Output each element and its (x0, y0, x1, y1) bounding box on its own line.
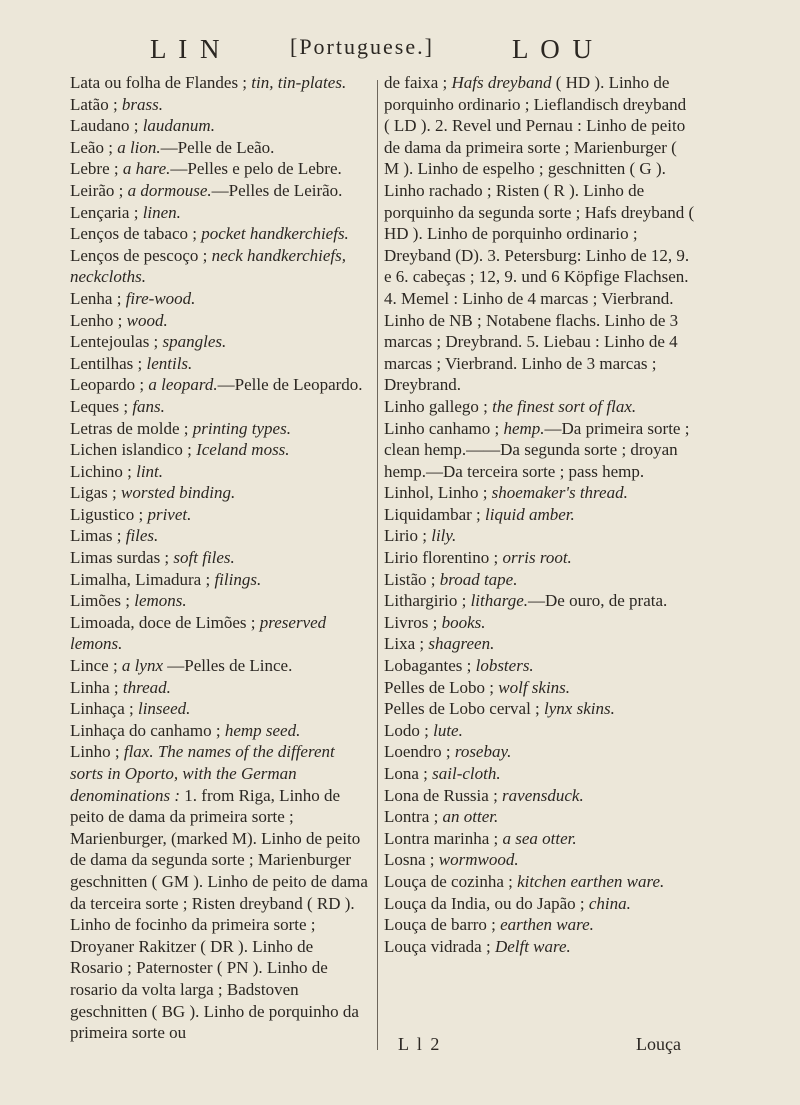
entry-translation: lily. (431, 526, 457, 546)
entry-headword: Pelles de Lobo ; (384, 677, 499, 697)
entry-translation: hemp. (503, 418, 545, 438)
entry-translation: neck handkerchiefs, neckcloths. (70, 245, 346, 287)
entry-translation: soft files. (173, 548, 235, 568)
dictionary-entry (384, 633, 696, 655)
entry-continuation: —Pelles e pelo de Lebre. (170, 159, 342, 179)
entry-headword: Lithargirio ; (384, 591, 471, 611)
dictionary-entry (70, 655, 370, 677)
entry-continuation: —De ouro, de prata. (528, 591, 668, 611)
entry-translation: lute. (433, 720, 463, 740)
entry-headword: de faixa ; (384, 73, 452, 92)
dictionary-entry (384, 504, 696, 526)
entry-translation: lynx skins. (544, 699, 615, 719)
entry-translation: broad tape. (439, 569, 518, 589)
dictionary-entry (384, 849, 696, 871)
dictionary-entry (384, 914, 696, 936)
entry-headword: Linha ; (70, 677, 123, 697)
left-column (70, 72, 370, 1044)
entry-headword: Lirio ; (384, 526, 432, 546)
dictionary-entry (70, 569, 370, 591)
entry-translation: files. (125, 526, 159, 546)
entry-headword: Laudano ; (70, 116, 143, 136)
entry-translation: linen. (142, 202, 181, 222)
entry-translation: litharge. (470, 591, 529, 611)
header-center: [Portuguese.] (290, 34, 434, 59)
dictionary-entry (70, 353, 370, 375)
dictionary-entry (384, 741, 696, 763)
entry-continuation: —Da primeira sorte ; clean hemp.——Da segunda sorte ; droyan hemp.—Da terceira sorte ; pass hemp. (384, 418, 690, 481)
dictionary-entry (384, 677, 696, 699)
entry-headword: Liquidambar ; (384, 504, 486, 524)
entry-headword: Lenços de pescoço ; (70, 245, 212, 265)
entry-translation: earthen ware. (500, 915, 594, 935)
header-right: L O U (512, 34, 595, 64)
entry-headword: Lentilhas ; (70, 353, 147, 373)
entry-continuation: 1. from Riga, Linho de peito de dama da primeira sorte ; Marienburger, (marked M). Linho de peito de dama da segunda sorte ; Marienburger geschnitten ( GM ). Linho de peito de dama da terceira sorte ; Risten dreyband ( RD ). Linho de focinho da primeira sorte ; Droyaner Rakitzer ( DR ). Linho de Rosario ; Paternoster ( PN ). Linho de rosario da volta larga ; Badstoven geschnitten ( BG ). Linho de porquinho da primeira sorte ou (70, 785, 368, 1043)
entry-headword: Leão ; (70, 137, 118, 157)
entry-continuation: ( HD ). Linho de porquinho ordinario ; Lieflandisch dreyband ( LD ). 2. Revel und Pernau : Linho de peito de dama da primeira sorte ; Marienburger ( M ). Linho de espelho ; geschnitten ( G ). Linho rachado ; Risten ( R ). Linho de porquinho da segunda sorte ; Hafs dreyband ( HD ). Linho de porquinho ordinario ; Dreyband (D). 3. Petersburg: Linho de 12, 9. e 6. cabeças ; 12, 9. und 6 Köpfige Flachsen. 4. Memel : Linho de 4 marcas ; Vierbrand. Linho de NB ; Notabene flachs. Linho de 3 marcas ; Dreybrand. 5. Liebau : Linho de 4 marcas ; Vierbrand. Linho de 3 marcas ; Dreybrand. (384, 73, 695, 395)
entry-translation: privet. (147, 504, 192, 524)
entry-headword: Leques ; (70, 396, 133, 416)
entry-translation: linseed. (137, 699, 191, 719)
entry-translation: filings. (214, 569, 262, 589)
dictionary-entry (384, 655, 696, 677)
entry-translation: books. (441, 612, 486, 632)
dictionary-entry (70, 504, 370, 526)
column-divider (377, 80, 378, 1050)
entry-headword: Ligas ; (70, 483, 121, 503)
entry-headword: Limoada, doce de Limões ; (70, 612, 260, 632)
dictionary-entry (384, 396, 696, 418)
dictionary-entry (384, 72, 696, 396)
entry-translation: thread. (122, 677, 171, 697)
dictionary-entry (70, 612, 370, 655)
dictionary-entry (384, 871, 696, 893)
entry-headword: Limas ; (70, 526, 126, 546)
dictionary-entry (70, 525, 370, 547)
right-column (384, 72, 696, 957)
dictionary-entry (70, 137, 370, 159)
entry-headword: Leirão ; (70, 180, 128, 200)
entry-headword: Louça de cozinha ; (384, 871, 518, 891)
entry-translation: an otter. (442, 807, 499, 827)
entry-headword: Lona ; (384, 764, 433, 783)
dictionary-entry (70, 331, 370, 353)
entry-translation: lemons. (134, 591, 187, 611)
entry-headword: Lince ; (70, 656, 122, 676)
entry-translation: brass. (121, 94, 164, 114)
entry-translation: hemp seed. (224, 720, 301, 740)
entry-headword: Linho ; (70, 742, 124, 762)
entry-translation: orris root. (502, 548, 572, 568)
entry-translation: spangles. (162, 332, 227, 352)
entry-translation: sail-cloth. (432, 764, 501, 783)
entry-translation: shoemaker's thread. (491, 483, 628, 503)
dictionary-entry (70, 180, 370, 202)
entry-headword: Linhol, Linho ; (384, 483, 492, 503)
entry-headword: Lata ou folha de Flandes ; (70, 73, 252, 92)
entry-headword: Linhaça ; (70, 699, 138, 719)
entry-translation: worsted binding. (121, 483, 236, 503)
dictionary-entry (384, 525, 696, 547)
entry-headword: Lenha ; (70, 288, 126, 308)
entry-headword: Linho gallego ; (384, 396, 493, 416)
dictionary-entry (70, 288, 370, 310)
entry-translation: Iceland moss. (196, 440, 290, 460)
dictionary-entry (70, 720, 370, 742)
dictionary-entry (384, 806, 696, 828)
dictionary-entry (70, 677, 370, 699)
dictionary-entry (70, 310, 370, 332)
entry-translation: fans. (132, 396, 165, 416)
entry-translation: wolf skins. (498, 677, 571, 697)
entry-headword: Loendro ; (384, 742, 455, 762)
entry-translation: lobsters. (475, 656, 534, 676)
dictionary-entry (384, 612, 696, 634)
entry-headword: Linho canhamo ; (384, 418, 504, 438)
entry-headword: Limões ; (70, 591, 135, 611)
dictionary-entry (384, 893, 696, 915)
entry-translation: a leopard. (148, 375, 218, 395)
entry-headword: Livros ; (384, 612, 442, 632)
entry-headword: Lixa ; (384, 634, 429, 654)
entry-translation: wood. (126, 310, 168, 330)
dictionary-entry (70, 396, 370, 418)
entry-headword: Letras de molde ; (70, 418, 193, 438)
entry-translation: Hafs dreyband (451, 73, 552, 92)
entry-headword: Limas surdas ; (70, 548, 174, 568)
catchword: Louça (636, 1034, 681, 1054)
dictionary-entry (384, 569, 696, 591)
dictionary-entry (70, 158, 370, 180)
entry-translation: lentils. (146, 353, 193, 373)
dictionary-entry (384, 590, 696, 612)
entry-headword: Lichino ; (70, 461, 137, 481)
entry-headword: Louça vidrada ; (384, 936, 495, 956)
entry-headword: Leopardo ; (70, 375, 149, 395)
entry-translation: the finest sort of flax. (492, 396, 637, 416)
dictionary-entry (70, 72, 370, 94)
entry-headword: Ligustico ; (70, 504, 148, 524)
entry-headword: Latão ; (70, 94, 122, 114)
entry-headword: Lebre ; (70, 159, 123, 179)
entry-translation: wormwood. (438, 850, 519, 870)
dictionary-entry (70, 698, 370, 720)
dictionary-entry (384, 828, 696, 850)
running-header (0, 26, 800, 70)
entry-translation: a sea otter. (502, 828, 577, 848)
entry-translation: ravensduck. (502, 785, 584, 805)
entry-translation: a lion. (117, 137, 161, 157)
entry-headword: Lodo ; (384, 720, 434, 740)
entry-continuation: —Pelles de Lince. (163, 656, 293, 676)
entry-headword: Louça da India, ou do Japão ; (384, 893, 589, 913)
dictionary-entry (384, 418, 696, 483)
entry-headword: Lontra ; (384, 807, 443, 827)
dictionary-entry (70, 439, 370, 461)
entry-translation: laudanum. (142, 116, 215, 136)
entry-continuation: —Pelles de Leirão. (211, 180, 343, 200)
entry-translation: Delft ware. (494, 936, 571, 956)
entry-continuation: —Pelle de Leão. (160, 137, 275, 157)
entry-headword: Lentejoulas ; (70, 332, 163, 352)
page-footer (0, 1034, 800, 1064)
dictionary-entry (384, 698, 696, 720)
dictionary-entry (70, 202, 370, 224)
entry-continuation: —Pelle de Leopardo. (217, 375, 363, 395)
dictionary-entry (70, 374, 370, 396)
dictionary-entry (384, 763, 696, 785)
dictionary-entry (70, 223, 370, 245)
entry-translation: kitchen earthen ware. (517, 871, 665, 891)
entry-translation: a lynx (121, 656, 163, 676)
entry-translation: tin, tin-plates. (251, 73, 347, 92)
dictionary-entry (384, 482, 696, 504)
entry-translation: fire-wood. (125, 288, 196, 308)
entry-translation: a hare. (122, 159, 171, 179)
entry-headword: Lobagantes ; (384, 656, 476, 676)
dictionary-entry (70, 590, 370, 612)
entry-headword: Listão ; (384, 569, 440, 589)
entry-headword: Lontra marinha ; (384, 828, 503, 848)
dictionary-entry (70, 245, 370, 288)
dictionary-entry (70, 461, 370, 483)
entry-translation: liquid amber. (485, 504, 575, 524)
dictionary-entry (384, 785, 696, 807)
entry-translation: a dormouse. (127, 180, 212, 200)
entry-headword: Lichen islandico ; (70, 440, 197, 460)
entry-headword: Lençaria ; (70, 202, 143, 222)
entry-translation: printing types. (192, 418, 291, 438)
entry-headword: Linhaça do canhamo ; (70, 720, 225, 740)
entry-translation: lint. (136, 461, 164, 481)
dictionary-entry (384, 720, 696, 742)
entry-headword: Lona de Russia ; (384, 785, 503, 805)
entry-headword: Limalha, Limadura ; (70, 569, 215, 589)
entry-headword: Lirio florentino ; (384, 548, 503, 568)
dictionary-entry (70, 547, 370, 569)
entry-translation: preserved lemons. (70, 612, 327, 654)
dictionary-entry (70, 741, 370, 1043)
entry-translation: rosebay. (454, 742, 512, 762)
entry-translation: shagreen. (428, 634, 495, 654)
entry-headword: Losna ; (384, 850, 439, 870)
signature-mark: L l 2 (398, 1034, 442, 1054)
dictionary-entry (70, 115, 370, 137)
header-left: L I N (150, 34, 223, 64)
entry-headword: Pelles de Lobo cerval ; (384, 699, 545, 719)
entry-translation: flax. The names of the different sorts in Oporto, with the German denominations : (70, 742, 335, 805)
entry-headword: Lenho ; (70, 310, 127, 330)
entry-headword: Lenços de tabaco ; (70, 224, 202, 244)
dictionary-entry (70, 418, 370, 440)
entry-translation: china. (588, 893, 631, 913)
entry-headword: Louça de barro ; (384, 915, 501, 935)
dictionary-entry (384, 936, 696, 958)
dictionary-entry (70, 482, 370, 504)
entry-translation: pocket handkerchiefs. (201, 224, 349, 244)
dictionary-entry (384, 547, 696, 569)
dictionary-entry (70, 94, 370, 116)
